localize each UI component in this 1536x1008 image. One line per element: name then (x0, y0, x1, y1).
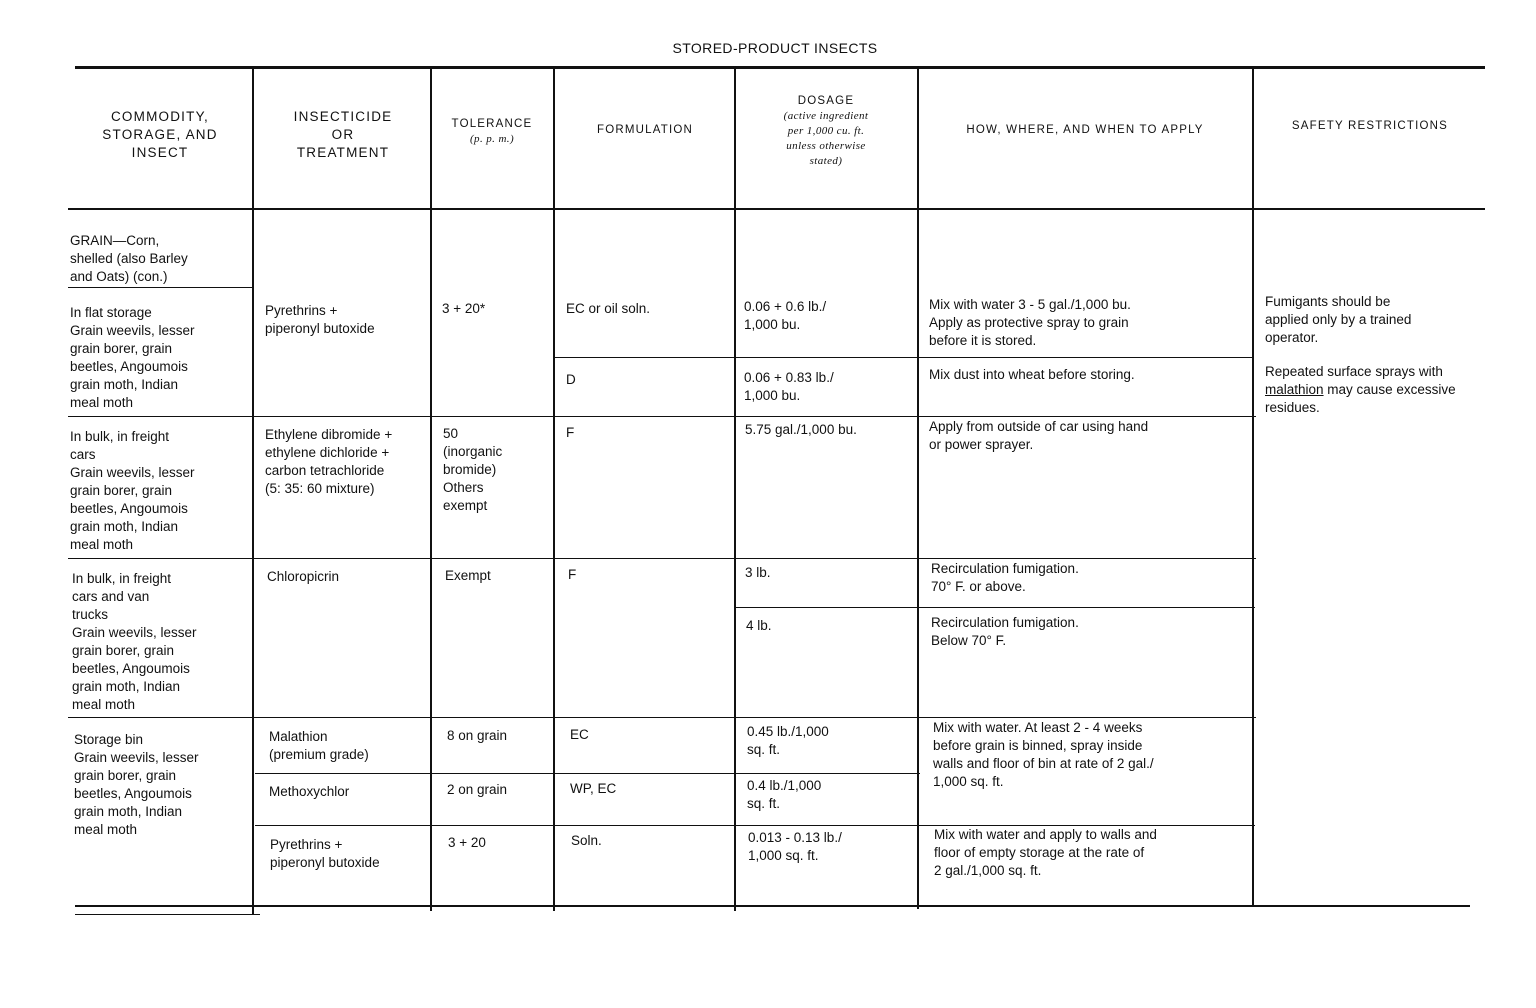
insecticide-pyrethrins: Pyrethrins + piperonyl butoxide (270, 837, 380, 870)
row-rule (68, 558, 1256, 559)
header-top-rule (75, 66, 1485, 69)
safety-note-malathion (1265, 363, 1487, 417)
insecticide-methoxychlor: Methoxychlor (269, 784, 350, 799)
row-rule (68, 717, 1256, 718)
header-dosage (738, 93, 914, 169)
commodity-bulk-van: In bulk, in freight cars and van trucks Grain weevils, lesser grain borer, grain beetles, Angoumois grain moth, Indian meal moth (72, 571, 197, 712)
commodity-flat-storage: In flat storage Grain weevils, lesser grain borer, grain beetles, Angoumois grain moth, Indian meal moth (70, 305, 195, 410)
insecticide-pyrethrins: Pyrethrins + piperonyl butoxide (265, 303, 375, 336)
formulation-cell: WP, EC (570, 781, 617, 796)
insecticide-chloropicrin: Chloropicrin (267, 569, 340, 584)
safety-note-text: may cause excessive residues. (1265, 382, 1456, 415)
application-cell: Mix with water. At least 2 - 4 weeks before grain is binned, spray inside walls and floor of bin at rate of 2 gal./ 1,000 sq. ft. (933, 720, 1154, 789)
tolerance-cell: 8 on grain (447, 728, 508, 743)
formulation-cell: F (566, 425, 575, 440)
table-bottom-rule (75, 905, 1470, 907)
row-rule (735, 607, 1255, 608)
header-formulation: FORMULATION (596, 124, 694, 136)
dosage-cell: 3 lb. (745, 565, 771, 580)
insecticide-ethylene-mix: Ethylene dibromide + ethylene dichloride + carbon tetrachloride (5: 35: 60 mixture) (265, 427, 393, 496)
row-rule (554, 357, 1254, 358)
table-bottom-rule-2 (75, 914, 260, 915)
dosage-cell: 0.4 lb./1,000 sq. ft. (747, 778, 822, 811)
header-tolerance-sub: (p. p. m.) (469, 133, 515, 145)
dosage-cell: 0.06 + 0.6 lb./ 1,000 bu. (744, 299, 827, 332)
header-tolerance (434, 116, 550, 147)
application-cell: Mix dust into wheat before storing. (929, 367, 1135, 382)
formulation-cell: EC or oil soln. (566, 301, 651, 316)
header-dosage-label: DOSAGE (797, 95, 855, 107)
formulation-cell: F (568, 567, 577, 582)
dosage-cell: 0.45 lb./1,000 sq. ft. (747, 724, 829, 757)
application-cell: Recirculation fumigation. Below 70° F. (931, 615, 1079, 648)
tolerance-cell: Exempt (445, 568, 491, 583)
tolerance-cell: 2 on grain (447, 782, 508, 797)
application-cell: Mix with water and apply to walls and floor of empty storage at the rate of 2 gal./1,000 sq. ft. (934, 827, 1157, 878)
tolerance-cell: 50 (inorganic bromide) Others exempt (443, 426, 503, 513)
tolerance-cell: 3 + 20 (448, 835, 486, 850)
safety-note-fumigants: Fumigants should be applied only by a trained operator. (1265, 294, 1412, 345)
application-cell: Apply from outside of car using hand or power sprayer. (929, 419, 1149, 452)
header-dosage-sub: (active ingredient per 1,000 cu. ft. unless otherwise stated) (783, 110, 869, 167)
row-rule (68, 287, 253, 288)
application-cell: Recirculation fumigation. 70° F. or above. (931, 561, 1079, 594)
commodity-storage-bin: Storage bin Grain weevils, lesser grain borer, grain beetles, Angoumois grain moth, Indian meal moth (74, 732, 199, 837)
formulation-cell: EC (570, 727, 589, 742)
dosage-cell: 0.013 - 0.13 lb./ 1,000 sq. ft. (748, 830, 842, 863)
header-insecticide: INSECTICIDE OR TREATMENT (293, 109, 393, 160)
dosage-cell: 0.06 + 0.83 lb./ 1,000 bu. (744, 370, 834, 403)
header-commodity: COMMODITY, STORAGE, AND INSECT (102, 109, 218, 160)
insecticide-malathion: Malathion (premium grade) (269, 729, 369, 762)
group-label: GRAIN—Corn, shelled (also Barley and Oats) (con.) (70, 233, 188, 284)
row-rule (68, 416, 1256, 417)
dosage-cell: 5.75 gal./1,000 bu. (745, 422, 857, 437)
header-bottom-rule (68, 208, 1485, 210)
header-safety: SAFETY RESTRICTIONS (1291, 120, 1449, 132)
commodity-bulk-freight: In bulk, in freight cars Grain weevils, lesser grain borer, grain beetles, Angoumois grain moth, Indian meal moth (70, 429, 195, 552)
safety-note-text: Repeated surface sprays with (1265, 364, 1443, 379)
malathion-term: malathion (1265, 382, 1324, 397)
formulation-cell: Soln. (571, 833, 602, 848)
application-cell: Mix with water 3 - 5 gal./1,000 bu. Apply as protective spray to grain before it is stored. (929, 297, 1131, 348)
page-title: STORED-PRODUCT INSECTS (672, 40, 878, 56)
tolerance-cell: 3 + 20* (442, 301, 486, 316)
col-rule-5 (917, 66, 919, 909)
header-how: HOW, WHERE, AND WHEN TO APPLY (966, 124, 1204, 136)
row-rule (255, 773, 920, 774)
dosage-cell: 4 lb. (746, 618, 772, 633)
header-tolerance-label: TOLERANCE (451, 118, 533, 130)
formulation-cell: D (566, 372, 576, 387)
